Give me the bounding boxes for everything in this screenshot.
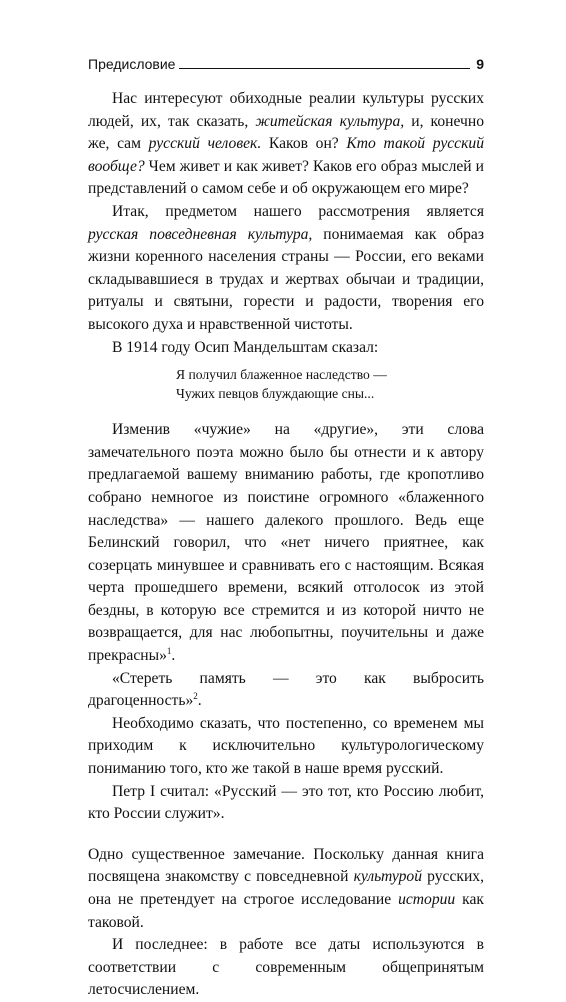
paragraph-6: Необходимо сказать, что постепенно, со временем мы приходим к исключительно культурологическому пониманию того, кто же такой в наше время русский. [88,714,484,778]
spacer [88,403,484,419]
p4-end: . [171,647,176,665]
paragraph-2 [88,201,484,337]
paragraph-7: Петр I считал: «Русский — это тот, кто Россию любит, кто России служит». [88,782,484,823]
p8-text-3: как таковой. [88,891,484,931]
p8-italic-2: истории [398,891,456,908]
p1-text-1: Нас интересуют обиходные реалии культуры русских людей, их, так сказать, [88,90,484,130]
p8-text-2: русских, она не претендует на строгое исследование [88,868,484,908]
paragraph-5 [88,668,484,713]
p5-end: . [197,692,202,710]
poem-line-1: Я получил блаженное наследство — [176,367,387,383]
footnote-ref-1: 1 [166,645,172,656]
p5-text: «Стереть память — это как выбросить драгоценность» [88,669,484,710]
paragraph-3: В 1914 году Осип Мандельштам сказал: [112,338,379,356]
p2-text-2: понимаемая как образ жизни коренного населения страны — России, его веками складывавшиеся в трудах и жертвах обычаи и традиции, ритуалы и святыни, горести и радости, творения его высокого духа и нравственной чистоты. [88,225,484,333]
paragraph-8 [88,844,484,934]
p1-text-4: Чем живет и как живет? Каков его образ мыслей и представлений о самом себе и об окружающем его мире? [88,157,484,198]
page-number: 9 [470,55,484,73]
p1-italic-3: Кто такой русский вообще? [88,135,484,175]
p2-text-1: Итак, предметом нашего рассмотрения является [112,202,484,220]
p1-text-2: и, конечно же, сам [88,112,485,153]
p4-text: Изменив «чужие» на «другие», эти слова замечательного поэта можно было бы отнести и к автору предлагаемой вашему вниманию работы, где кропотливо собрано немногое из поистине огромного «блаженного наследства» — нашего далекого прошлого. Ведь еще Белинский говорил, что «нет ничего приятнее, как созерцать минувшее и сравнивать его с настоящим. Всякая черта прошедшего времени, всякий отголосок из этой бездны, в которую все стремится и из которой ничто не возвращается, для нас любопытны, поучительны и даже прекрасны» [88,421,484,665]
spacer [88,826,484,844]
p1-text-3: Каков он? [261,135,347,153]
p8-italic-1: культурой [353,868,423,886]
paragraph-4 [88,419,484,668]
section-title: Предисловие [88,55,179,73]
poem-quote [176,365,484,403]
p8-text-1: Одно существенное замечание. Поскольку данная книга посвящена знакомству с повседневной [88,845,484,886]
p1-italic-1: житейская культура, [255,112,405,130]
paragraph-9: И последнее: в работе все даты используются в соответствии с современным общепринятым летосчислением. [88,936,484,999]
paragraph-1 [88,88,484,201]
body-text [88,88,484,1002]
p2-italic-1: русская повседневная культура, [88,225,313,243]
p1-italic-2: русский человек. [148,135,262,153]
running-header [88,55,484,77]
poem-line-2: Чужих певцов блуждающие сны... [176,386,375,402]
footnote-ref-2: 2 [193,691,198,702]
